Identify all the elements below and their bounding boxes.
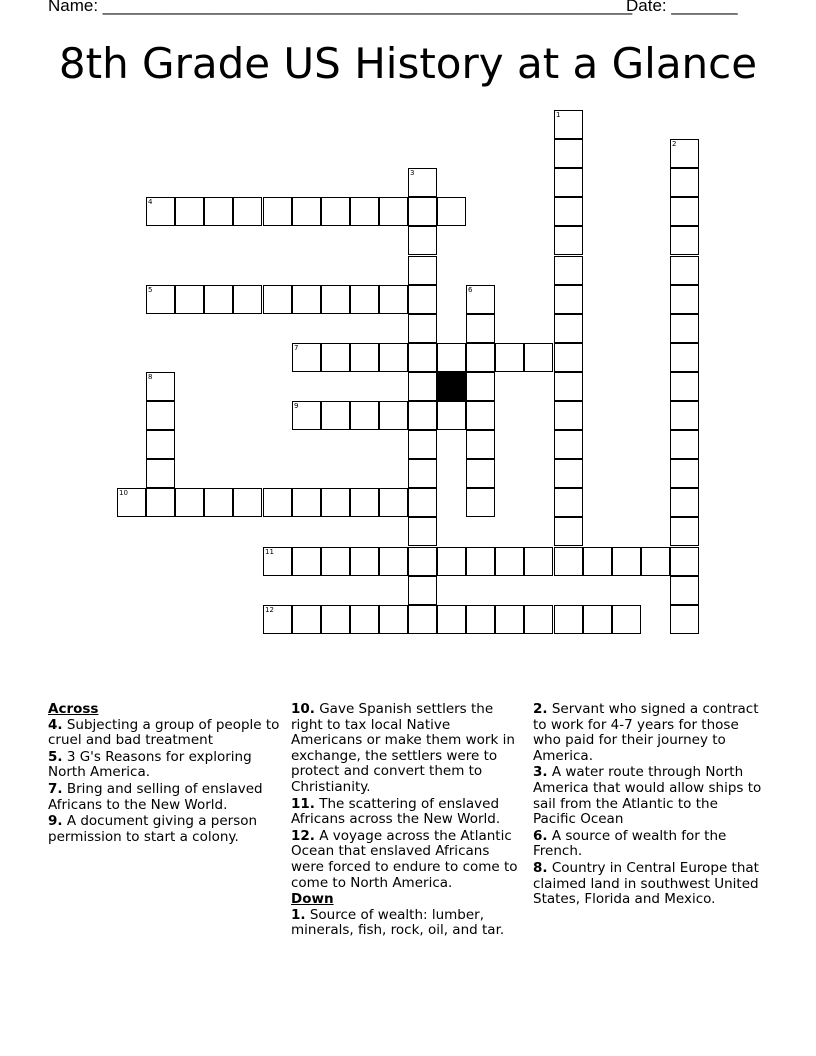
grid-cell[interactable]: [379, 285, 408, 314]
grid-cell[interactable]: [524, 343, 553, 372]
clue-text: Servant who signed a contract to work for 4-7 years for those who paid for their journey to America.: [533, 701, 759, 764]
grid-cell[interactable]: [408, 314, 437, 343]
clue-number-label: 12: [265, 606, 274, 614]
grid-cell[interactable]: [495, 343, 524, 372]
grid-cell[interactable]: [554, 197, 583, 226]
grid-cell[interactable]: [670, 372, 699, 401]
clue-text: A document giving a person permission to start a colony.: [48, 813, 258, 845]
grid-cell[interactable]: [408, 197, 437, 226]
across-clue: [48, 750, 280, 781]
grid-cell[interactable]: [670, 256, 699, 285]
grid-cell[interactable]: [233, 488, 262, 517]
clue-text: A voyage across the Atlantic Ocean that enslaved Africans were forced to endure to come to come to North America.: [291, 827, 518, 891]
grid-cell[interactable]: [466, 285, 495, 314]
grid-cell[interactable]: [350, 488, 379, 517]
across-clue: [291, 829, 523, 891]
grid-cell[interactable]: [175, 197, 204, 226]
clue-number-label: 11: [265, 548, 274, 556]
clue-number-label: 4: [148, 198, 153, 206]
grid-cell[interactable]: [670, 430, 699, 459]
grid-cell[interactable]: [350, 401, 379, 430]
grid-cell[interactable]: [263, 605, 292, 634]
clue-number: 10.: [291, 701, 315, 717]
grid-cell[interactable]: [146, 488, 175, 517]
grid-cell[interactable]: [408, 517, 437, 546]
grid-cell[interactable]: [554, 139, 583, 168]
grid-cell[interactable]: [524, 547, 553, 576]
grid-cell[interactable]: [612, 605, 641, 634]
clue-text: Source of wealth: lumber, minerals, fish, rock, oil, and tar.: [291, 906, 505, 939]
grid-cell[interactable]: [263, 285, 292, 314]
grid-cell[interactable]: [670, 605, 699, 634]
grid-cell[interactable]: [583, 547, 612, 576]
black-square: [437, 372, 466, 401]
grid-cell[interactable]: [554, 372, 583, 401]
grid-cell[interactable]: [233, 197, 262, 226]
grid-cell[interactable]: [554, 226, 583, 255]
grid-cell[interactable]: [408, 285, 437, 314]
grid-cell[interactable]: [292, 197, 321, 226]
across-clue: [48, 814, 280, 845]
grid-cell[interactable]: [495, 605, 524, 634]
grid-cell[interactable]: [466, 459, 495, 488]
date-field-label: Date: _______: [626, 0, 738, 15]
grid-cell[interactable]: [321, 285, 350, 314]
grid-cell[interactable]: [670, 547, 699, 576]
clue-number-label: 2: [672, 140, 677, 148]
grid-cell[interactable]: [437, 401, 466, 430]
down-clue: [533, 861, 765, 908]
grid-cell[interactable]: [204, 488, 233, 517]
clue-number: 4.: [48, 716, 63, 733]
grid-cell[interactable]: [379, 605, 408, 634]
grid-cell[interactable]: [554, 401, 583, 430]
grid-cell[interactable]: [175, 285, 204, 314]
clue-number-label: 7: [294, 344, 299, 352]
grid-cell[interactable]: [554, 343, 583, 372]
grid-cell[interactable]: [321, 547, 350, 576]
grid-cell[interactable]: [437, 343, 466, 372]
across-clue: [48, 782, 280, 813]
clue-text: The scattering of enslaved Africans across the New World.: [291, 795, 501, 828]
across-clue: [291, 702, 523, 796]
clue-number-label: 6: [468, 286, 473, 294]
clue-text: Subjecting a group of people to cruel and bad treatment: [48, 716, 280, 749]
clue-column-2: [291, 702, 523, 940]
grid-cell[interactable]: [175, 488, 204, 517]
clue-text: Bring and selling of enslaved Africans to the New World.: [48, 780, 263, 813]
grid-cell[interactable]: [263, 547, 292, 576]
grid-cell[interactable]: [408, 226, 437, 255]
grid-cell[interactable]: [554, 605, 583, 634]
grid-cell[interactable]: [408, 168, 437, 197]
grid-cell[interactable]: [670, 197, 699, 226]
down-clue: [291, 908, 523, 939]
grid-cell[interactable]: [670, 139, 699, 168]
grid-cell[interactable]: [350, 547, 379, 576]
grid-cell[interactable]: [554, 256, 583, 285]
grid-cell[interactable]: [350, 605, 379, 634]
grid-cell[interactable]: [437, 547, 466, 576]
grid-cell[interactable]: [583, 605, 612, 634]
grid-cell[interactable]: [321, 343, 350, 372]
grid-cell[interactable]: [379, 197, 408, 226]
grid-cell[interactable]: [466, 314, 495, 343]
grid-cell[interactable]: [146, 401, 175, 430]
grid-cell[interactable]: [350, 343, 379, 372]
grid-cell[interactable]: [408, 256, 437, 285]
grid-cell[interactable]: [379, 488, 408, 517]
clue-text: Country in Central Europe that claimed land in southwest United States, Florida and Mexico.: [533, 859, 759, 908]
grid-cell[interactable]: [466, 605, 495, 634]
grid-cell[interactable]: [408, 459, 437, 488]
grid-cell[interactable]: [379, 343, 408, 372]
clue-number: 6.: [533, 827, 548, 844]
grid-cell[interactable]: [466, 343, 495, 372]
grid-cell[interactable]: [146, 372, 175, 401]
clue-number: 1.: [291, 906, 306, 923]
across-heading: Across: [48, 701, 99, 717]
grid-cell[interactable]: [612, 547, 641, 576]
grid-cell[interactable]: [292, 285, 321, 314]
grid-cell[interactable]: [670, 401, 699, 430]
grid-cell[interactable]: [408, 547, 437, 576]
clue-number-label: 3: [410, 169, 415, 177]
down-heading: Down: [291, 891, 334, 908]
clue-text: A water route through North America that would allow ships to sail from the Atlantic to the Pacific Ocean: [533, 764, 762, 828]
grid-cell[interactable]: [466, 401, 495, 430]
grid-cell[interactable]: [554, 110, 583, 139]
clue-column-3: [533, 702, 765, 909]
grid-cell[interactable]: [554, 168, 583, 197]
grid-cell[interactable]: [437, 197, 466, 226]
grid-cell[interactable]: [670, 343, 699, 372]
clue-text: Gave Spanish settlers the right to tax local Native Americans or make them work in exchange, the settlers were to protect and convert them to Christianity.: [291, 701, 515, 795]
clue-number: 8.: [533, 859, 548, 876]
grid-cell[interactable]: [670, 576, 699, 605]
grid-cell[interactable]: [466, 430, 495, 459]
clue-number-label: 9: [294, 402, 299, 410]
grid-cell[interactable]: [117, 488, 146, 517]
grid-cell[interactable]: [408, 430, 437, 459]
clue-number-label: 10: [119, 489, 128, 497]
clue-number-label: 5: [148, 286, 153, 294]
grid-cell[interactable]: [233, 285, 262, 314]
clue-number: 5.: [48, 748, 63, 765]
grid-cell[interactable]: [554, 517, 583, 546]
grid-cell[interactable]: [495, 547, 524, 576]
clue-number: 2.: [533, 701, 548, 717]
down-clue: [533, 702, 765, 764]
grid-cell[interactable]: [292, 488, 321, 517]
grid-cell[interactable]: [146, 459, 175, 488]
down-clue: [533, 829, 765, 860]
grid-cell[interactable]: [670, 226, 699, 255]
clue-number: 3.: [533, 764, 548, 781]
grid-cell[interactable]: [408, 372, 437, 401]
clue-number: 12.: [291, 827, 315, 844]
clue-number: 9.: [48, 813, 63, 830]
clue-text: 3 G's Reasons for exploring North America.: [48, 748, 252, 781]
grid-cell[interactable]: [263, 488, 292, 517]
grid-cell[interactable]: [466, 488, 495, 517]
name-field-label: Name: ________________________________________________________: [48, 0, 633, 15]
clue-number: 7.: [48, 780, 63, 797]
grid-cell[interactable]: [204, 197, 233, 226]
grid-cell[interactable]: [146, 197, 175, 226]
grid-cell[interactable]: [437, 605, 466, 634]
grid-cell[interactable]: [554, 488, 583, 517]
down-clue: [533, 765, 765, 827]
grid-cell[interactable]: [292, 605, 321, 634]
grid-cell[interactable]: [263, 197, 292, 226]
across-clue: [291, 797, 523, 828]
grid-cell[interactable]: [379, 547, 408, 576]
clue-column-1: [48, 702, 280, 846]
grid-cell[interactable]: [670, 285, 699, 314]
grid-cell[interactable]: [408, 343, 437, 372]
grid-cell[interactable]: [321, 401, 350, 430]
grid-cell[interactable]: [350, 197, 379, 226]
grid-cell[interactable]: [321, 197, 350, 226]
across-clue: [48, 718, 280, 749]
clue-number-label: 8: [148, 373, 153, 381]
grid-cell[interactable]: [350, 285, 379, 314]
clue-text: A source of wealth for the French.: [533, 827, 727, 860]
grid-cell[interactable]: [670, 314, 699, 343]
clue-number: 11.: [291, 795, 315, 812]
grid-cell[interactable]: [146, 430, 175, 459]
grid-cell[interactable]: [379, 401, 408, 430]
grid-cell[interactable]: [292, 343, 321, 372]
grid-cell[interactable]: [466, 547, 495, 576]
grid-cell[interactable]: [466, 372, 495, 401]
grid-cell[interactable]: [408, 401, 437, 430]
grid-cell[interactable]: [524, 605, 553, 634]
grid-cell[interactable]: [554, 314, 583, 343]
grid-cell[interactable]: [554, 285, 583, 314]
clue-number-label: 1: [556, 111, 561, 119]
grid-cell[interactable]: [670, 168, 699, 197]
grid-cell[interactable]: [641, 547, 670, 576]
grid-cell[interactable]: [321, 605, 350, 634]
grid-cell[interactable]: [292, 547, 321, 576]
grid-cell[interactable]: [554, 459, 583, 488]
grid-cell[interactable]: [204, 285, 233, 314]
grid-cell[interactable]: [321, 488, 350, 517]
grid-cell[interactable]: [670, 459, 699, 488]
grid-cell[interactable]: [554, 430, 583, 459]
grid-cell[interactable]: [408, 605, 437, 634]
grid-cell[interactable]: [670, 517, 699, 546]
grid-cell[interactable]: [670, 488, 699, 517]
grid-cell[interactable]: [146, 285, 175, 314]
grid-cell[interactable]: [408, 488, 437, 517]
grid-cell[interactable]: [292, 401, 321, 430]
grid-cell[interactable]: [554, 547, 583, 576]
page-title: 8th Grade US History at a Glance: [58, 39, 758, 88]
grid-cell[interactable]: [408, 576, 437, 605]
